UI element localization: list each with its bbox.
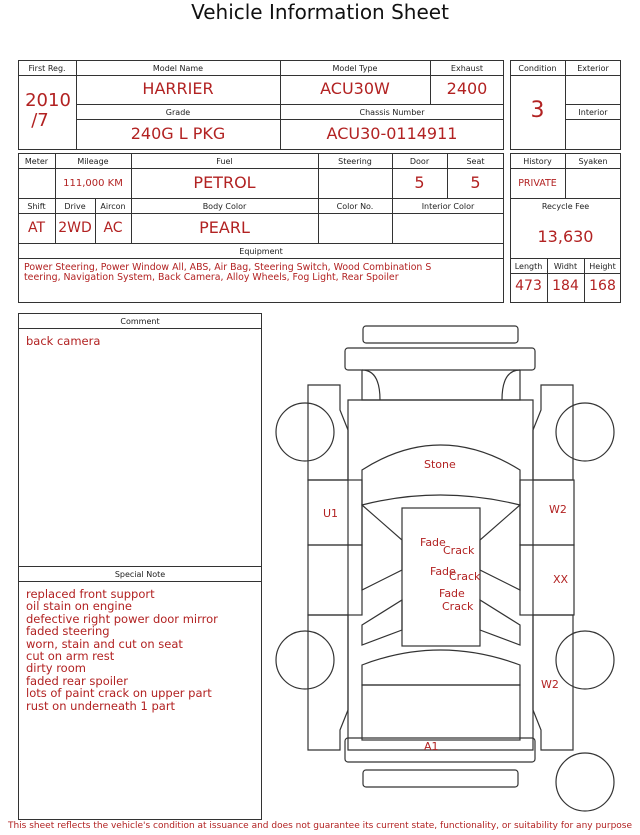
rear-right-wheel [556,631,614,689]
condition-label: Condition [518,64,557,73]
rear-left-wheel [276,631,334,689]
door-label: Door [409,157,430,166]
mileage-label: Mileage [77,157,109,166]
mileage-value: 111,000 KM [63,178,123,189]
body-color-label: Body Color [202,202,247,211]
model-type-value: ACU30W [320,79,390,98]
special-note-label: Special Note [114,570,166,579]
drive-label: Drive [64,202,86,211]
meter-label: Meter [24,157,49,166]
damage-label-u1: U1 [323,507,339,520]
damage-label-fade-1: Fade [420,536,446,549]
special-note-item: cut on arm rest [26,649,115,664]
aircon-label: Aircon [100,202,126,211]
footer-disclaimer: This sheet reflects the vehicle's condition at issuance and does not guarantee its current state, functionality, or suitability for any purpose [7,821,633,831]
front-left-fender [308,385,348,480]
aircon-value: AC [103,220,123,236]
damage-label-crack-2: Crack [449,570,481,583]
model-name-value: HARRIER [142,79,214,98]
history-label: History [523,157,552,166]
condition-value: 3 [530,98,545,123]
length-value: 473 [515,278,542,294]
damage-label-a1: A1 [424,740,439,753]
special-note-list [26,588,218,712]
front-left-wheel [276,403,334,461]
color-no-label: Color No. [336,202,374,211]
front-right-fender [533,385,573,480]
seat-value: 5 [470,173,481,192]
exhaust-value: 2400 [446,79,488,98]
equipment-line-2: teering, Navigation System, Back Camera, Alloy Wheels, Fog Light, Rear Spoiler [24,272,399,283]
seat-label: Seat [466,157,485,166]
special-note-item: worn, stain and cut on seat [26,636,183,651]
fuel-label: Fuel [216,157,233,166]
steering-label: Steering [338,157,372,166]
history-value: PRIVATE [518,178,557,189]
syaken-label: Syaken [578,157,608,166]
special-note-item: lots of paint crack on upper part [26,686,212,701]
special-note-item: dirty room [26,661,86,676]
comment-label: Comment [120,317,160,326]
car-damage-diagram [270,320,620,820]
exterior-label: Exterior [577,64,609,73]
shift-value: AT [27,220,46,236]
chassis-value: ACU30-0114911 [326,124,458,143]
interior-color-label: Interior Color [421,202,475,211]
special-note-item: faded steering [26,624,110,639]
rear-bumper-lower [363,770,518,787]
grade-label: Grade [165,108,191,117]
model-type-label: Model Type [332,64,378,73]
shift-label: Shift [27,202,46,211]
damage-label-fade-3: Fade [439,587,465,600]
damage-label-fade-2: Fade [430,565,456,578]
special-note-item: faded rear spoiler [26,673,128,688]
front-right-wheel [556,403,614,461]
interior-label: Interior [578,108,608,117]
spare-wheel [556,753,614,811]
body-color-value: PEARL [199,218,250,237]
special-note-item: oil stain on engine [26,599,132,614]
model-name-label: Model Name [152,64,204,73]
height-value: 168 [589,278,616,294]
equipment-label: Equipment [239,247,283,256]
first-reg-label: First Reg. [28,64,66,73]
damage-label-crack-3: Crack [442,600,474,613]
recycle-fee-label: Recycle Fee [541,202,590,211]
hood [362,370,520,400]
sheet-title: Vehicle Information Sheet [191,0,449,24]
width-value: 184 [552,278,579,294]
grade-value: 240G L PKG [130,124,226,143]
front-bumper [345,348,535,370]
equipment-line-1: Power Steering, Power Window All, ABS, Air Bag, Steering Switch, Wood Combination S [24,262,432,273]
rear-window [362,650,520,685]
left-rear-door [308,545,362,615]
damage-label-crack-1: Crack [443,544,475,557]
special-note-item: replaced front support [26,587,155,601]
damage-label-stone: Stone [424,458,456,471]
damage-label-xx: XX [553,573,569,586]
drive-value: 2WD [58,220,92,236]
height-label: Height [589,262,616,271]
rear-left-fender [308,615,348,750]
damage-label-w2-bottom: W2 [541,678,559,691]
chassis-label: Chassis Number [359,108,425,117]
first-reg-year: 2010 [25,90,71,111]
special-note-item: defective right power door mirror [26,611,218,626]
damage-label-w2-right: W2 [549,503,567,516]
special-note-item: rust on underneath 1 part [26,698,176,713]
front-bumper-upper [363,326,518,343]
rear-cargo [362,685,520,740]
exhaust-label: Exhaust [450,64,484,73]
door-value: 5 [414,173,425,192]
length-label: Length [514,262,543,271]
fuel-value: PETROL [193,173,256,192]
recycle-fee-value: 13,630 [537,227,594,246]
width-label: Widht [553,262,578,271]
windshield [362,445,520,505]
comment-text: back camera [26,334,101,348]
first-reg-month: /7 [31,110,49,131]
